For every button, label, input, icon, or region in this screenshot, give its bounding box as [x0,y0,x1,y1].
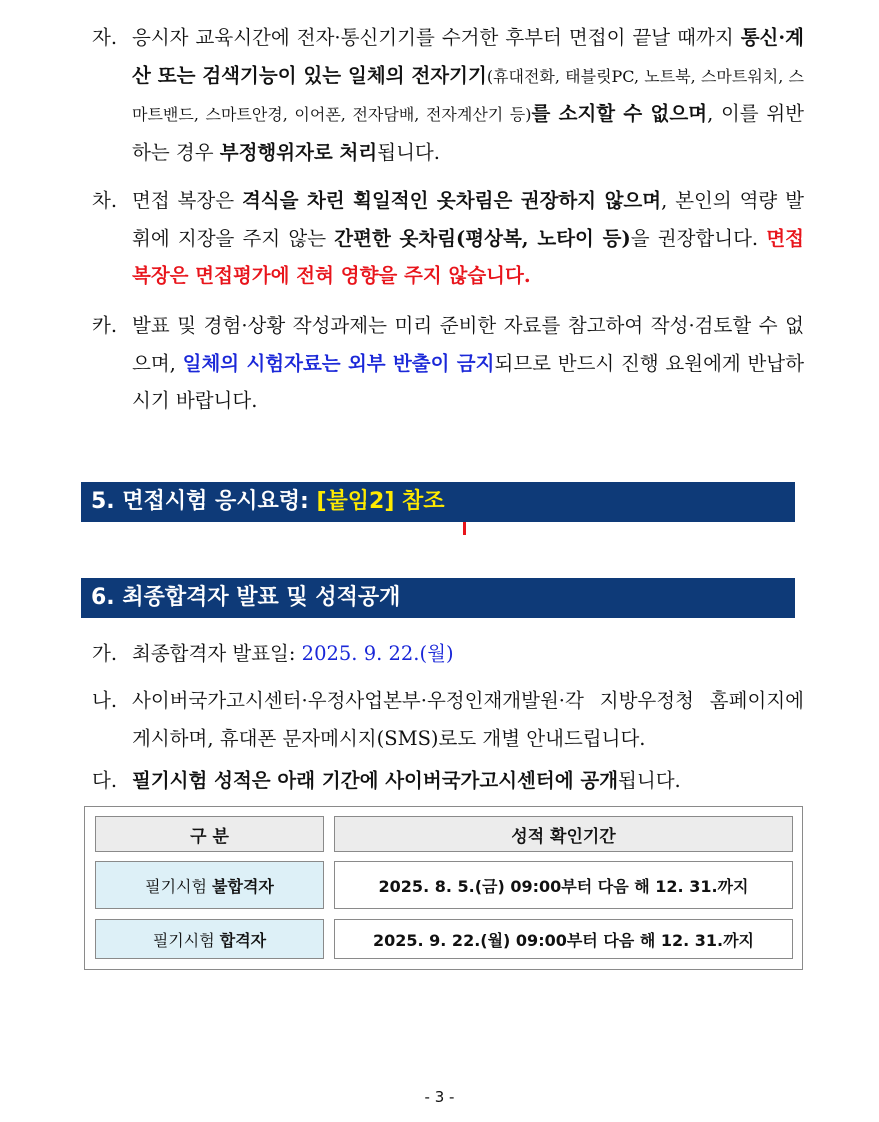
score-period-table [84,806,803,970]
item-marker: 차. [92,189,118,212]
text-run: 최종합격자 발표일: [132,642,302,665]
item-text [132,307,804,420]
item-text [132,19,804,171]
text-bold: 간편한 옷차림(평상복, 노타이 등) [334,226,631,250]
item-text [132,682,804,757]
text-bold: 격식을 차린 획일적인 옷차림은 권장하지 않으며 [241,189,662,212]
announcement-date: 2025. 9. 22.(월) [301,642,454,665]
text-bold: 필기시험 성적은 아래 기간에 사이버국가고시센터에 공개 [132,769,619,792]
page-number: - 3 - [424,1088,455,1106]
item-ga [92,635,804,673]
item-marker: 다. [92,769,118,792]
text-bold: 부정행위자로 처리 [219,140,378,164]
text-blue: 일체의 시험자료는 외부 반출이 금지 [182,351,495,375]
text-run: 응시자 교육시간에 전자·통신기기를 수거한 후부터 면접이 끝날 때까지 [132,26,741,49]
label-text: 필기시험 [145,876,213,896]
text-run: 됩니다. [377,140,440,164]
table-header-period: 성적 확인기간 [334,816,793,852]
text-small: (휴대전화, 태블릿PC, 노트북, 스마트워치, 스마트밴드, 스마트안경, 이어폰, 전자담배, 전자계산기 등) [132,66,804,124]
table-row-period: 2025. 8. 5.(금) 09:00부터 다음 해 12. 31.까지 [334,861,793,909]
section-title: 6. 최종합격자 발표 및 성적공개 [91,585,401,610]
item-marker: 가. [92,642,118,665]
item-na [92,682,804,757]
item-marker: 카. [92,314,118,337]
section-title: 5. 면접시험 응시요령: [91,489,317,514]
text-run: 되므로 반드시 진행 요원에게 반납하시기 바랍니다. [132,351,804,412]
text-run: 됩니다. [618,769,681,792]
label-text: 필기시험 [152,930,220,950]
item-ka [92,307,804,420]
table-row-label [95,861,324,909]
text-run: 발표 및 경험·상황 작성과제는 미리 준비한 자료를 참고하여 작성·검토할 수 없으며, [132,314,804,375]
text-bold: 를 소지할 수 없으며 [531,102,708,125]
table-header-category: 구 분 [95,816,324,852]
item-text [132,635,804,673]
text-bold: 통신·계산 또는 검색기능이 있는 일체의 전자기기 [132,26,804,87]
item-ja [92,19,804,171]
item-text [132,762,804,800]
section-6-heading [81,578,795,618]
label-bold: 불합격자 [212,876,274,896]
item-cha [92,182,804,295]
table-row-label [95,919,324,959]
item-marker: 나. [92,689,118,712]
text-run: , 이를 위반하는 경우 [132,102,804,164]
item-marker: 자. [92,26,118,49]
red-cursor-mark [463,522,466,535]
text-run: , 본인의 역량 발휘에 지장을 주지 않는 [132,189,804,250]
text-run: 을 권장합니다. [630,226,767,250]
text-run: 면접 복장은 [132,189,242,212]
attachment-reference: [붙임2] 참조 [316,489,445,514]
section-5-heading [81,482,795,522]
text-run: 사이버국가고시센터·우정사업본부·우정인재개발원·각 지방우정청 홈페이지에 게시하며, 휴대폰 문자메시지(SMS)로도 개별 안내드립니다. [132,689,804,750]
text-red: 면접복장은 면접평가에 전혀 영향을 주지 않습니다. [132,226,804,287]
item-da [92,762,804,800]
table-row-period: 2025. 9. 22.(월) 09:00부터 다음 해 12. 31.까지 [334,919,793,959]
label-bold: 합격자 [219,930,267,950]
item-text [132,182,804,295]
